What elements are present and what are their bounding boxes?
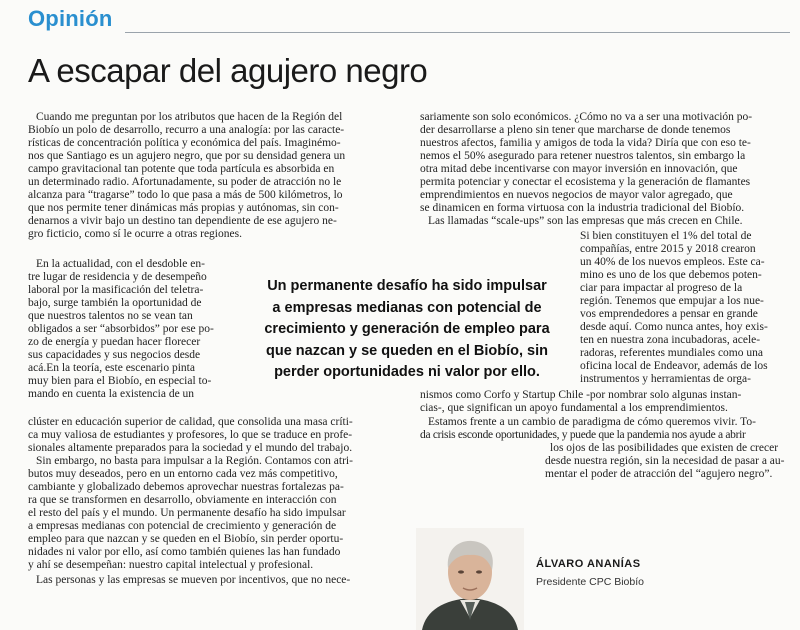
body-line: a empresas medianas con potencial de crecimiento y generación de [28, 520, 337, 532]
body-line: empleo para que nazcan y se queden en el Biobío, sin perder oportu- [28, 533, 344, 545]
body-line: laboral por la masificación del teletra- [28, 284, 204, 296]
body-line: da crisis esconde oportunidades, y puede que la pandemia nos ayude a abrir [420, 429, 746, 441]
section-divider [125, 32, 790, 33]
body-line: desde aquí. Como nunca antes, hoy exis- [580, 321, 768, 333]
body-line: nidades ni valor por ello, así como también quienes las han fundado [28, 546, 341, 558]
body-line: bajo, surge también la oportunidad de [28, 297, 202, 309]
body-line: tre lugar de residencia y de desempeño [28, 271, 207, 283]
body-line: oficina local de Endeavor, además de los [580, 360, 768, 372]
body-line: zo de energía y puedan hacer florecer [28, 336, 201, 348]
body-line: Biobío un polo de desarrollo, recurro a una analogía: por las caracte- [28, 124, 345, 136]
body-line: permita potenciar y conectar el ecosistema y la generación de flamantes [420, 176, 751, 188]
body-line: nismos como Corfo y Startup Chile -por nombrar solo algunas instan- [420, 389, 742, 401]
body-line: nuestros afectos, familia y amigos de toda la vida? Diría que con eso te- [420, 137, 751, 149]
body-line: otra mitad debe incentivarse con mayor inversión en innovación, que [420, 163, 738, 175]
body-line: Las personas y las empresas se mueven por incentivos, que no nece- [36, 574, 351, 586]
body-line: En la actualidad, con el desdoble en- [36, 258, 205, 270]
body-line: se dinamicen en forma virtuosa con la industria tradicional del Biobío. [420, 202, 745, 214]
author-role: Presidente CPC Biobío [536, 576, 644, 588]
body-line: los ojos de las posibilidades que existen de crecer [550, 442, 779, 454]
body-line: acá.En la teoría, este escenario pinta [28, 362, 195, 374]
body-line: nos que Santiago es un agujero negro, que por su densidad genera un [28, 150, 346, 162]
body-line: mando en cuenta la existencia de un [28, 388, 195, 400]
body-line: obligados a ser “absorbidos” por ese po- [28, 323, 214, 335]
headline: A escapar del agujero negro [28, 52, 428, 89]
pull-quote: Un permanente desafío ha sido impulsar a empresas medianas con potencial de crecimiento y generación de empleo para que nazcan y se queden en el Biobío, sin perder oportunidades ni valor por ello. [264, 278, 550, 380]
body-line: un determinado radio. Afortunadamente, su poder de atracción no le [28, 176, 342, 188]
body-line: instrumentos y herramientas de orga- [580, 373, 751, 385]
body-line: sionales altamente preparados para la sociedad y el mundo del trabajo. [28, 442, 353, 454]
body-line: campo gravitacional tan potente que toda partícula es absorbida en [28, 163, 335, 175]
body-line: gro ficticio, como sí le ocurre a otras regiones. [28, 228, 242, 240]
body-line: clúster en educación superior de calidad, que consolida una masa críti- [28, 416, 353, 428]
body-line: der desarrollarse a pleno sin tener que marcharse de donde tenemos [420, 124, 731, 136]
body-line: alcanza para “tragarse” todo lo que pasa a más de 500 kilómetros, lo [28, 189, 343, 201]
body-line: sus capacidades y sus negocios desde [28, 349, 201, 361]
body-line: cias-, que significan un apoyo fundamental a los emprendimientos. [420, 402, 728, 414]
body-line: mino es uno de los que debemos poten- [580, 269, 762, 281]
body-line: y ahí se desempeñan: nuestro capital intelectual y profesional. [28, 559, 314, 571]
body-line: un 40% de los nuevos empleos. Este ca- [580, 256, 765, 268]
section-label: Opinión [28, 6, 113, 31]
body-line: que nos permite tener dinámicas más propias y autónomas, sin con- [28, 202, 339, 214]
body-line: rísticas de concentración política y económica del país. Imaginémo- [28, 137, 341, 149]
body-line: el resto del país y el mundo. Un permanente desafío ha sido impulsar [28, 507, 346, 519]
body-line: región. Tenemos que empujar a los nue- [580, 295, 764, 307]
body-line: emprendimientos en nuevos negocios de mayor valor agregado, que [420, 189, 733, 201]
body-line: desde nuestra región, sin la necesidad de pasar a au- [545, 455, 785, 467]
body-line: Si bien constituyen el 1% del total de [580, 230, 752, 242]
body-line: sariamente son solo económicos. ¿Cómo no va a ser una motivación po- [420, 111, 753, 123]
body-line: ciar para impactar al progreso de la [580, 282, 743, 294]
body-line: muy bien para el Biobío, en especial to- [28, 375, 212, 387]
body-line: butos muy deseados, pero en un entorno cada vez más competitivo, [28, 468, 338, 480]
body-line: ten en nuestra zona incubadoras, acele- [580, 334, 761, 346]
body-line: Cuando me preguntan por los atributos que hacen de la Región del [36, 111, 343, 123]
body-line: vos emprendedores a pensar en grande [580, 308, 758, 320]
body-line: compañías, entre 2015 y 2018 crearon [580, 243, 756, 255]
body-line: Sin embargo, no basta para impulsar a la Región. Contamos con atri- [36, 455, 353, 467]
author-name: ÁLVARO ANANÍAS [536, 558, 641, 570]
body-line: cambiante y globalizado debemos aprovechar nuestras fortalezas pa- [28, 481, 344, 493]
body-line: nemos el 50% asegurado para retener nuestros talentos, sin embargo la [420, 150, 746, 162]
body-line: mentar el poder de atracción del “agujero negro”. [545, 468, 773, 480]
body-line: ra que se transformen en desarrollo, obviamente en interacción con [28, 494, 337, 506]
body-line: que nuestros talentos no se vean tan [28, 310, 193, 322]
body-line: radoras, referentes mundiales como una [580, 347, 763, 359]
body-line: denarnos a vivir bajo un destino tan dependiente de ese agujero ne- [28, 215, 337, 227]
body-line: ca muy valiosa de estudiantes y profesores, lo que se traduce en profe- [28, 429, 353, 441]
body-line: Estamos frente a un cambio de paradigma de cómo queremos vivir. To- [428, 416, 756, 428]
author-photo [416, 528, 524, 630]
body-line: Las llamadas “scale-ups” son las empresas que más crecen en Chile. [428, 215, 743, 227]
